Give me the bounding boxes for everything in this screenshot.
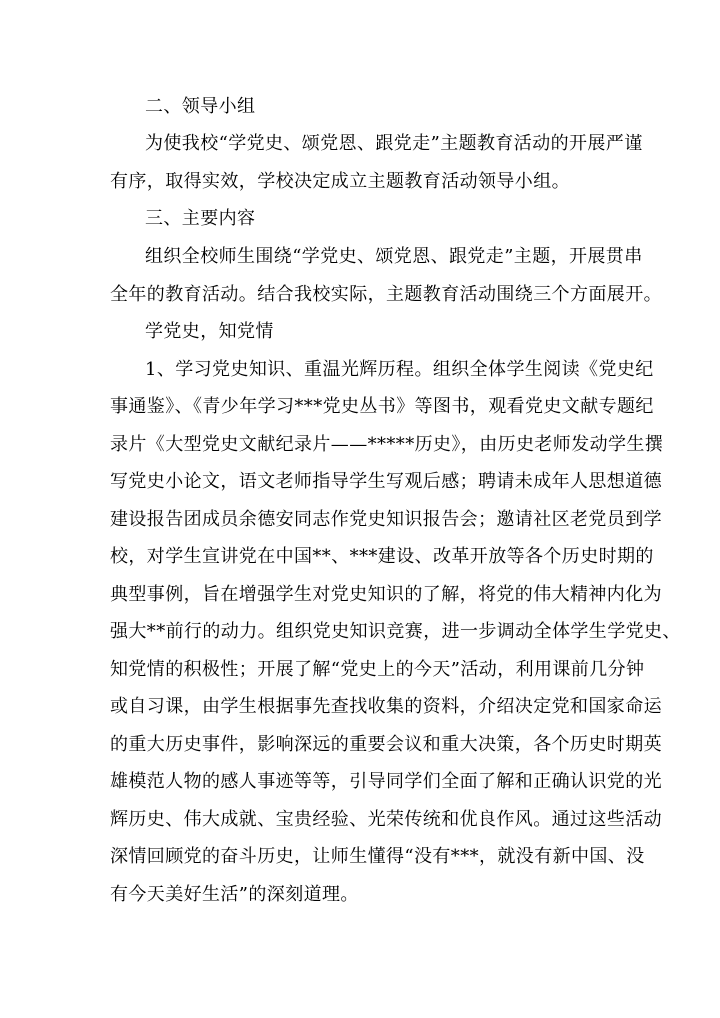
paragraph-line: 1、学习党史知识、重温光辉历程。组织全体学生阅读《党史纪 bbox=[145, 359, 654, 380]
paragraph-line: 雄模范人物的感人事迹等等，引导同学们全面了解和正确认识党的光 bbox=[110, 771, 662, 792]
paragraph-line: 录片《大型党史文献纪录片——*****历史》，由历史老师发动学生撰 bbox=[110, 434, 664, 455]
section-heading-leadership: 二、领导小组 bbox=[145, 96, 256, 117]
paragraph-line: 校，对学生宣讲党在中国**、***建设、改革开放等各个历史时期的 bbox=[110, 546, 654, 567]
paragraph-line: 组织全校师生围绕“学党史、颂党恩、跟党走”主题，开展贯串 bbox=[145, 246, 643, 267]
paragraph-line: 的重大历史事件，影响深远的重要会议和重大决策，各个历史时期英 bbox=[110, 734, 662, 755]
paragraph-line: 全年的教育活动。结合我校实际，主题教育活动围绕三个方面展开。 bbox=[110, 284, 662, 305]
subheading-learn-party-history: 学党史，知党情 bbox=[145, 321, 274, 342]
section-heading-main-content: 三、主要内容 bbox=[145, 208, 256, 229]
paragraph-line: 深情回顾党的奋斗历史，让师生懂得“没有***，就没有新中国、没 bbox=[110, 846, 645, 867]
paragraph-line: 有今天美好生活”的深刻道理。 bbox=[110, 884, 359, 905]
paragraph-line: 或自习课，由学生根据事先查找收集的资料，介绍决定党和国家命运 bbox=[110, 696, 662, 717]
paragraph-line: 写党史小论文，语文老师指导学生写观后感；聘请未成年人思想道德 bbox=[110, 471, 662, 492]
paragraph-line: 事通鉴》、《青少年学习***党史丛书》等图书，观看党史文献专题纪 bbox=[110, 396, 654, 417]
paragraph-line: 强大**前行的动力。组织党史知识竞赛，进一步调动全体学生学党史、 bbox=[110, 621, 681, 642]
paragraph-line: 建设报告团成员余德安同志作党史知识报告会；邀请社区老党员到学 bbox=[110, 509, 662, 530]
paragraph-line: 为使我校“学党史、颂党恩、跟党走”主题教育活动的开展严谨 bbox=[145, 133, 643, 154]
paragraph-line: 知党情的积极性；开展了解“党史上的今天”活动，利用课前几分钟 bbox=[110, 659, 645, 680]
paragraph-line: 有序，取得实效，学校决定成立主题教育活动领导小组。 bbox=[110, 171, 570, 192]
paragraph-line: 辉历史、伟大成就、宝贵经验、光荣传统和优良作风。通过这些活动 bbox=[110, 809, 662, 830]
paragraph-line: 典型事例，旨在增强学生对党史知识的了解，将党的伟大精神内化为 bbox=[110, 584, 662, 605]
